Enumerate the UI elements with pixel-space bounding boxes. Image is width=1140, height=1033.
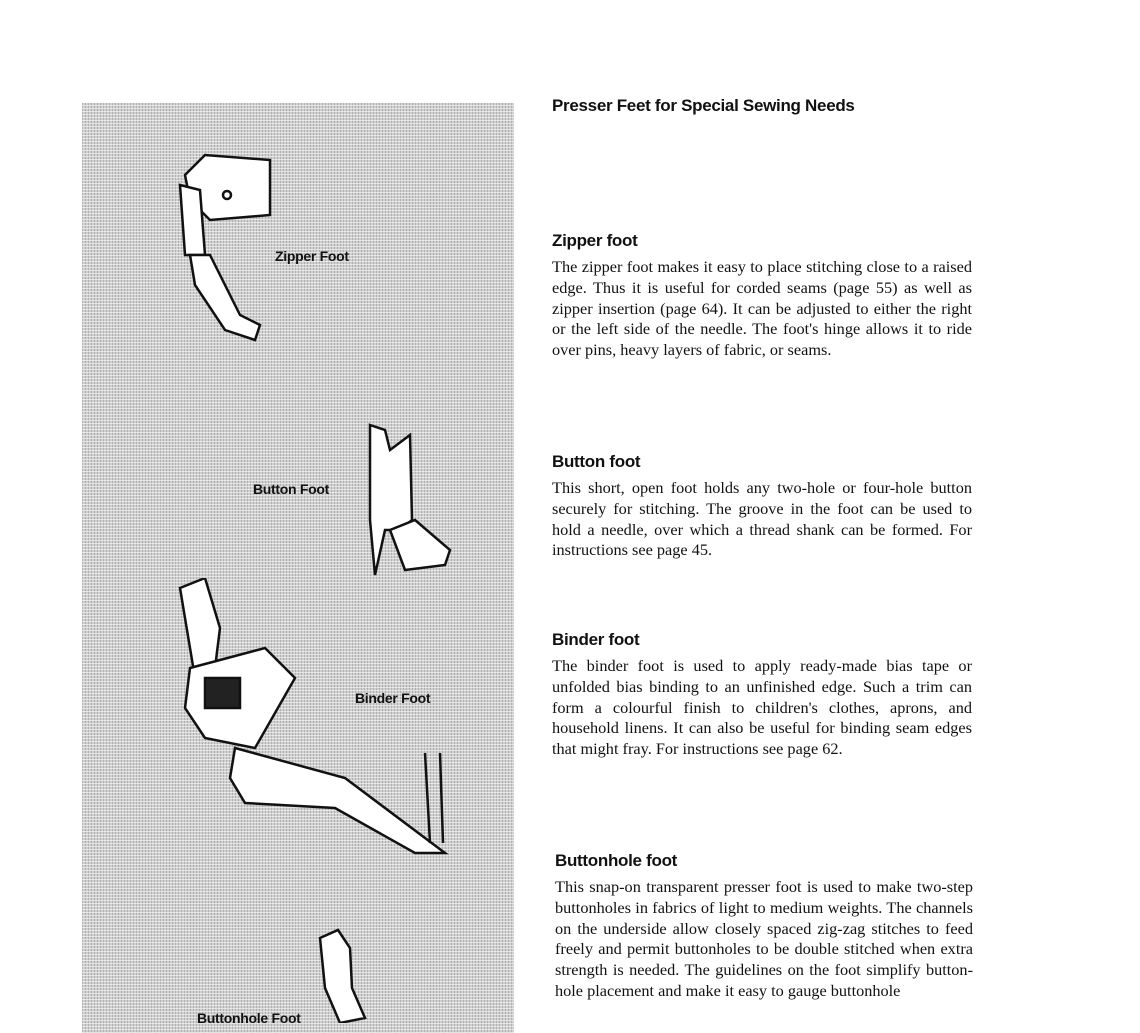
binder-foot-label: Binder Foot [355,690,431,706]
section-heading: Buttonhole foot [555,851,678,870]
section-buttonhole-foot [555,851,973,1002]
page-title: Presser Feet for Special Sewing Needs [552,96,855,115]
section-binder-foot [552,630,972,760]
buttonhole-foot-label: Buttonhole Foot [197,1010,301,1026]
section-body: The binder foot is used to apply ready-made bias tape or unfolded bias binding to an unfinished edge. Such a trim can form a colourful finish to children's clothes, aprons, and household linens. It can also be useful for binding seam edges that might fray. For instructions see page 62. [552,656,972,759]
section-body: The zipper foot makes it easy to place stitching close to a raised edge. Thus it is useful for corded seams (page 55) as well as zipper insertion (page 64). It can be adjusted to either the right or the left side of the needle. The foot's hinge allows it to ride over pins, heavy layers of fabric, or seams. [552,257,972,360]
binder-foot-illustration [175,578,465,858]
button-foot-illustration [360,420,460,580]
section-button-foot [552,452,972,561]
zipper-foot-illustration [165,145,285,345]
section-body: This short, open foot holds any two-hole or four-hole button securely for stitching. The groove in the foot can be used to hold a needle, over which a thread shank can be formed. For instructions see page 45. [552,478,972,560]
buttonhole-foot-illustration [310,928,410,1023]
section-body: This snap-on transparent presser foot is used to make two-step buttonholes in fabrics of light to medium weights. The channels on the underside allow closely spaced zig-zag stitches to feed freely and permit buttonholes to be double stitched when extra strength is needed. The guidelines on the foot simplify button-hole placement and make it easy to gauge buttonhole [555,877,973,1000]
section-zipper-foot [552,231,972,361]
zipper-foot-label: Zipper Foot [275,248,349,264]
section-heading: Binder foot [552,630,640,649]
section-heading: Button foot [552,452,641,471]
button-foot-label: Button Foot [253,481,329,497]
section-heading: Zipper foot [552,231,638,250]
